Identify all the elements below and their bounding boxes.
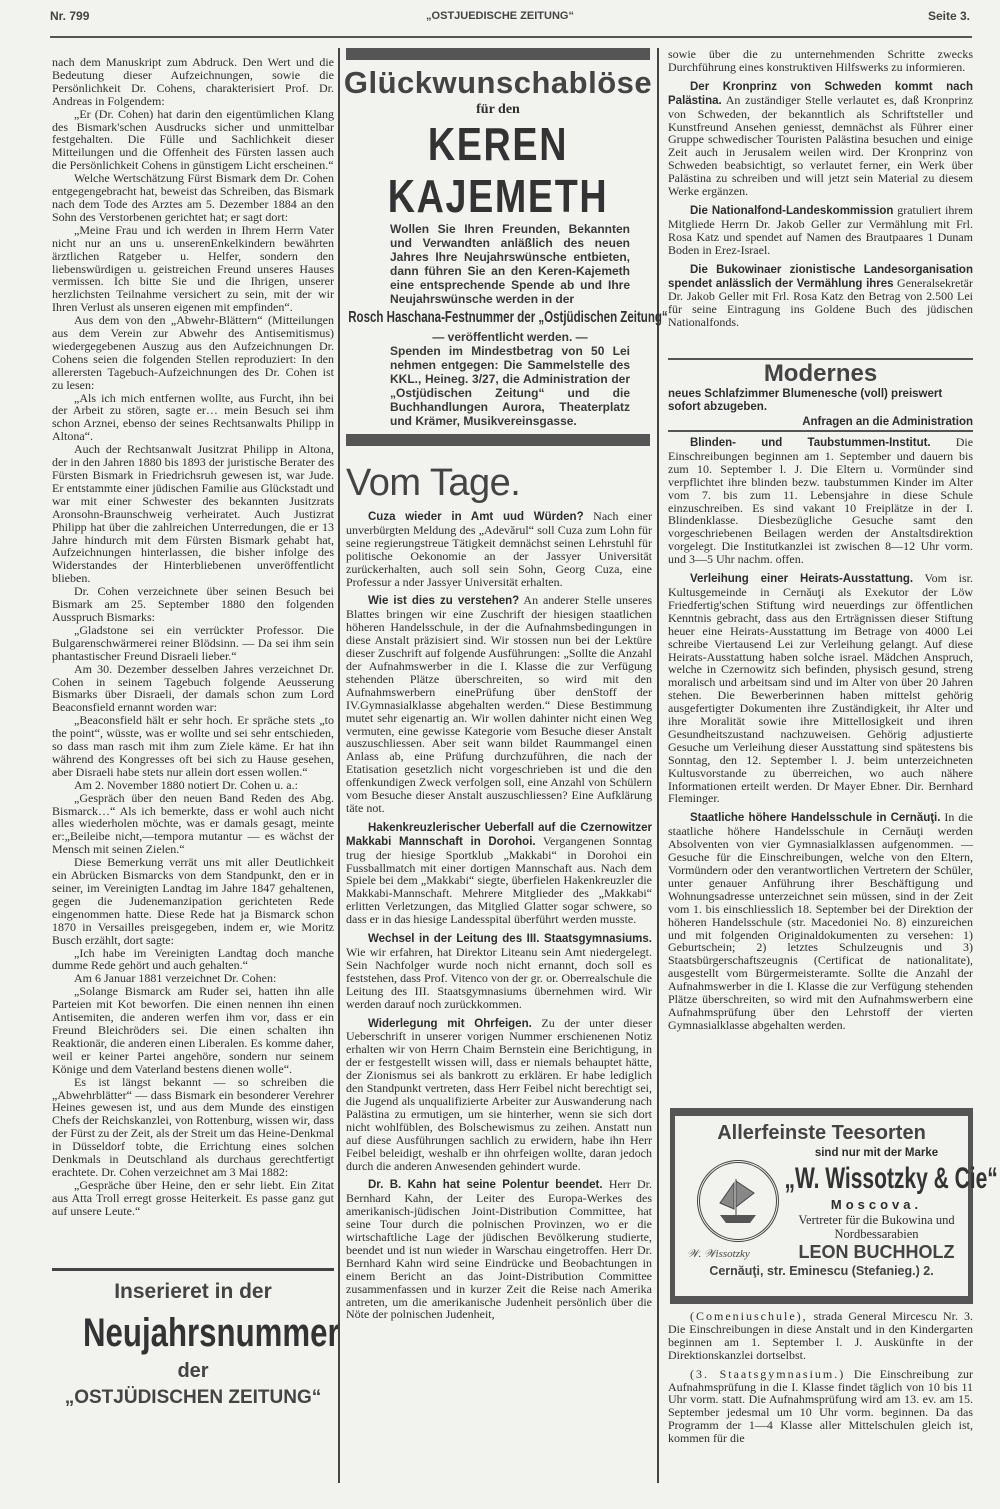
column-3-news-middle: [668, 436, 973, 1106]
news-body: gratuliert ihrem Mitgliede Herrn Dr. Jakob Geller zur Vermählung mit Frl. Rosa Katz und spendet auf Namen des Brautpaares 1 Dunam Boden in Erez-Israel.: [668, 202, 973, 257]
ad-agent: LEON BUCHHOLZ: [798, 1242, 955, 1262]
news-headline: Cuza wieder in Amt uud Würden?: [368, 511, 584, 523]
news-body: Die Einschreibung zur Aufnahmsprüfung in die I. Klasse findet täglich von 10 bis 11 Uhr vorm. statt. Die Aufnahmsprüfung wird am 13. ev. am 15. September jedesmal um 10 Uhr vorm. beginnen. Da das Programm der 1—4 Klasse aller Mittelschulen gleich ist, kommen für die: [668, 1366, 973, 1446]
news-body: Herr Dr. Bernhard Kahn, der Leiter des Europa-Werkes des amerikanisch-jüdischen Joint-Distribution Committee, hat seine Tour durch die polnischen Provinzen, wo er die wirtschaftliche Lage der jüdischen Bevölkerung studierte, beendet und ist nun wieder in Warschau eingetroffen. Herr Dr. Bernhard Kahn wird seine Eindrücke und Beobachtungen in einem Bericht an das Joint-Distribution Committee zusammenfassen und in kurzer Zeit die Reise nach Amerika antreten, um die amerikanische Judenheit persönlich über die Nöte der polnischen Judenheit,: [346, 1177, 653, 1322]
news-body: Vergangenen Sonntag trug der hiesige Sportklub „Makkabi“ in Dorohoi ein Fussballmatch mit einer dortigen Mannschaft aus. Nach dem Spiele bei dem „Makkabi“ siegte, überfielen Hakenkreuzler die Makkabi-Mannschaft. Mehrere Mitglieder des „Makkabi“ erlitten Verletzungen, das Mitglied Glatter sogar schwere, so dass er in das hiesige Landesspital überführt werden musste.: [346, 833, 652, 927]
news-item: [668, 204, 973, 257]
ad-bar: [346, 434, 650, 446]
news-headline: Widerlegung mit Ohrfeigen.: [368, 1017, 532, 1030]
news-headline: Verleihung einer Heirats-Ausstattung.: [690, 573, 914, 586]
news-item: [346, 821, 652, 926]
news-item: [346, 1017, 652, 1173]
ad-name: KEREN KAJEMETH: [387, 118, 609, 222]
ad-bar: [346, 48, 650, 60]
news-item: [668, 1310, 973, 1362]
news-item: [346, 594, 652, 814]
news-body: Vom isr. Kultusgemeinde in Cernăuţi als Exekutor der Löw Friedfertig'schen Stiftung wird neuerdings zur öffentlichen Kenntnis gebracht, dass aus den Erträgnissen dieser Stiftung heuer eine Heirats-Ausstattung im Betrage von 4000 Lei schreibe Viertausend Lei zur Verleihung gelangt. Auf diese Heirats-Ausstattung haben solche israel. Mädchen Anspruch, welche in Czernowitz sich befinden, physisch gesund, streng moralisch und arbeitsam sind und im Alter von über 20 Jahren stehen. Die Bewerberinnen haben mittelst gehörig ausgefertigter Dokumenten ihre Zuständigkeit, ihr Alter und ihre Moralität sowie ihre Mittellosigkeit und ihren Gesundheitszustand nachzuweisen. Gehörig adjustierte Gesuche um Verleihung dieser Ausstattung sind spätestens bis Sonntag, den 12. September l. J. beim unterzeichneten Kultusvorstande zu überreichen, wo auch nähere Informationen erteilt werden. Dr Mayer Ebner. Dir. Bernhard Fleminger.: [668, 571, 973, 806]
ad-address: Cernăuţi, str. Eminescu (Stefanieg.) 2.: [709, 1264, 934, 1278]
news-item: [668, 811, 973, 1031]
page-number: Seite 3.: [927, 9, 970, 23]
paragraph: „Gladstone sei ein verrückter Professor. Die Bulgarenschwärmerei reiner Blödsinn. — Da sei ihm sein phantastischer Freund Disraeli lieber.“: [52, 622, 334, 663]
signature: 𝒲. 𝒲issotzky: [687, 1248, 750, 1260]
issue-number: Nr. 799: [50, 9, 90, 23]
news-item: [346, 932, 652, 1010]
news-body: Die Einschreibungen beginnen am 1. September und dauern bis zum 10. September l. J. Die Eltern u. Vormünder sind verpflichtet ihre blinden bezw. taubstummen Kinder im Alter vom 7. bis zum 11. Lebensjahre in diese Schule einzuschreiben. Es sind vakant 10 Freiplätze in der I. Blindenklasse. Diesbezügliche Gesuche samt den vorgeschriebenen Beilagen werden der Anstaltsdirektion vorgelegt. Die Institutkanzlei ist zwischen 8—12 Uhr vorm. und 3—5 Uhr nachm. offen.: [668, 435, 974, 567]
ship-emblem-icon: [697, 1160, 779, 1242]
paragraph: „Solange Bismarck am Ruder sei, hatten ihn alle Parteien mit Kot beworfen. Die einen nennen ihn einen Antisemiten, die anderen werfen ihm vor, dass er ein Freund Bleichröders sei. Die einen schalten ihn Reaktionär, die anderen einen Liberalen. Es komme daher, weil er keiner Partei angehöre, sondern nur seinem Könige und dem Vaterland bestens dienen wolle“.: [52, 984, 334, 1076]
ad-city: Moscova.: [830, 1197, 923, 1212]
ad-published: — veröffentlicht werden. —: [432, 330, 588, 344]
column-1-article: [52, 56, 334, 1262]
section-heading: Vom Tage.: [346, 462, 521, 504]
news-headline: Die Bukowinaer zionistische Landesorganisation spendet anlässlich der Vermählung ihres: [668, 263, 973, 290]
news-body: Zu der unter dieser Ueberschrift in unserer vorigen Nummer erschienenen Notiz erhalten wir von Herrn Chaim Bernstein eine Berichtigung, in der er festgestellt wissen will, dass er niemals behauptet hätte, der Zionismus sei als bankrott zu erklären. Er habe lediglich den Standpunkt vertreten, dass Herr Feibel nicht berechtigt sei, die Jugend als unqualifizierte Arbeiter zur Auswanderung nach Palästina zu ermutigen, um sie hinterher, wenn sie sich dort nicht wohlfüblen, des Bolschewismus zu zeihen. Anstatt nun auf diese Ausführungen sachlich zu erwidern, habe ihn Herr Feibel beleidigt, weshalb er ihn ohrfeigen wollte, daran jedoch durch die anderen Anwesenden gehindert wurde.: [346, 1015, 652, 1173]
ad-contact: Anfragen an die Administration: [802, 416, 973, 428]
ad-title: Allerfeinste Teesorten: [717, 1122, 926, 1144]
school-name: (3. Staatsgymnasium.): [690, 1366, 846, 1381]
paragraph: Aus dem von den „Abwehr-Blättern“ (Mitteilungen aus dem Verein zur Abwehr des Antisemitismus) wiedergegebenen Auszug aus den Aufzeichnungen Dr. Cohens seien die folgenden Stellen reproduziert: In den allerersten Tagebuch-Aufzeichnungen des Dr. Cohen ist zu lesen:: [52, 313, 334, 392]
column-3-news-top: [668, 48, 973, 356]
column-divider: [657, 48, 659, 1483]
news-body: Wie wir erfahren, hat Direktor Liteanu sein Amt niedergelegt. Sein Nachfolger wurde noch nicht ernannt, doch soll es feststehen, dass Prof. Vitenco von der gr. or. Oberrealschule die Leitung des III. Staatsgymnasiums übernehmen wird. Wir werden darauf noch zurückkommen.: [346, 945, 652, 1011]
news-body: Generalsekretär Dr. Jakob Geller mit Frl. Rosa Katz den Betrag von 2.500 Lei für seine Eintragung ins Goldene Buch des jüdischen Nationalfonds.: [668, 275, 973, 330]
news-headline: Der Kronprinz von Schweden kommt nach Palästina.: [668, 80, 973, 107]
paragraph: „Ich habe im Vereinigten Landtag doch manche dumme Rede gehört und auch gehalten.“: [52, 945, 334, 973]
news-headline: Die Nationalfond-Landeskommission: [690, 204, 894, 217]
newspaper-title: „OSTJUEDISCHE ZEITUNG“: [426, 10, 574, 22]
paragraph: nach dem Manuskript zum Abdruck. Den Wert und die Bedeutung dieser Aufzeichnungen, sowie die Persönlichkeit Dr. Cohens, charakterisiert Prof. Dr. Andreas in Folgendem:: [52, 55, 334, 108]
ad-body: Spenden im Mindestbetrag von 50 Lei nehmen entgegen: Die Sammelstelle des KKL., Heineg. 3/27, die Administration der „Ostjüdischen Zeitung“ und die Buchhandlungen Aurora, Theaterplatz und Krämer, Musikvereinsgasse.: [390, 344, 630, 428]
news-body: An anderer Stelle unseres Blattes bringen wir eine Zuschrift der hiesigen staatlichen höheren Handelsschule, in der die Aufnahmsbedingungen in diese Anstalt präzisiert sind. Wir stossen nun bei der Lektüre dieser Zuschrift auf folgende Ausführungen: „Sollte die Anzahl der Aufnahmswerber in die I. Klasse die zur Verfügung stehenden Plätze überschreiten, so wird mit den Aufnahmswerbern einePrüfung über denStoff der IV.Gymnasialklasse abgehalten werden.“ Diese Bestimmung mutet sehr eigenartig an. Wir wollen dahinter nicht einen Weg vermuten, eine gewisse Kategorie vom Besuche dieser Anstalt auszuschliessen. Aber seit wann bildet Raummangel einen Anlass ab, eine Prüfung durchzuführen, die nach der Etatisation gesetzlich nicht vorgeschrieben ist und die den offenkundigen Zweck verfolgen soll, eine Anzahl von Schülern vom Besuche dieser Anstalt auszuschliessen? Eine Aufklärung täte not.: [346, 593, 652, 815]
paragraph: Diese Bemerkung verrät uns mit aller Deutlichkeit ein Abrücken Bismarcks von dem Standpunkt, den er in seiner, im Vereinigten Landtag im Jahre 1847 gehaltenen, gegen die Judenemanzipation gerichteten Rede eingenommen hatte. Diese Rede hat ja Bismarck schon 1870 in Versailles preisgegeben, indem er, wie Moritz Busch erzählt, dort sagte:: [52, 855, 334, 947]
news-item: [668, 436, 973, 566]
news-headline: Wechsel in der Leitung des III. Staatsgymnasiums.: [368, 933, 652, 946]
paragraph: „Als ich mich entfernen wollte, aus Furcht, ihn bei der Arbeit zu stören, sagte er… mein Besuch sei ihm schon Arznei, ebenso der seines Rechtsanwalts Philipp in Altona“.: [52, 390, 334, 444]
news-body: sowie über die zu unternehmenden Schritte zwecks Durchführung eines konstruktiven Hilfswerks zu informieren.: [668, 47, 973, 74]
news-item: [668, 572, 973, 805]
paragraph: Am 2. November 1880 notiert Dr. Cohen u. a.:: [74, 777, 298, 792]
ad-title: Glückwunschablöse: [343, 65, 653, 100]
school-name: (Comeniuschule),: [690, 1309, 808, 1323]
header-rule: [50, 36, 972, 38]
ad-banner: Rosch Haschana-Festnummer der „Ostjüdischen Zeitung“: [348, 309, 668, 326]
ad-title: Modernes: [763, 360, 878, 387]
news-body: An zuständiger Stelle verlautet es, daß Kronprinz von Schweden, der bekanntlich als Schriftsteller und Kunstfreund Ansehen geniesst, demnächst als Führer einer Gruppe schwedischer Touristen Palästina besuchen und einige Zeit auch in Jerusalem weilen wird. Der Kronprinz von Schweden beabsichtigt, so verlautet ferner, ein Werk über Palästina zu schreiben und will jetzt sein Material zu diesem Werke ergänzen.: [668, 92, 973, 199]
paragraph: „Gespräch über den neuen Band Reden des Abg. Bismarck…“ Als ich bemerkte, dass er wohl auch nicht alles wiederholen möchte, was er damals gesagt, meinte er:„Beileibe nicht,—tempora mutantur — es wächst der Mensch mit seinen Zielen.“: [52, 790, 334, 857]
ad-headline: Neujahrsnummer: [83, 1311, 340, 1355]
ad-line: „OSTJÜDISCHEN ZEITUNG“: [64, 1387, 322, 1408]
paragraph: „Gespräche über Heine, den er sehr liebt. Ein Zitat aus Atta Troll erregt grosse Heiterkeit. Es passe ganz gut auf unsere Leute.“: [52, 1177, 334, 1218]
paragraph: Am 30. Dezember desselben Jahres verzeichnet Dr. Cohen in seinem Tagebuch folgende Aeusserung Bismarks über Disraeli, der damals schon zum Lord Beaconsfield ernannt worden war:: [52, 661, 334, 715]
ad-modernes: [668, 358, 973, 432]
ad-wissotzky-tea: [670, 1108, 998, 1304]
paragraph: Auch der Rechtsanwalt Jusitzrat Philipp in Altona, der in den Jahren 1880 bis 1893 der juristische Berater des Fürsten Bismark in Friedrichsruh gewesen ist, war Jude. Er entstammte einer jüdischen Familie aus Glückstadt und war mit einer Schwester des bekannten Jusitzrats Aronsohn-Braunschweig verheiratet. Auch Justizrat Philipp hat über die zahlreichen Unterredungen, die er 13 Jahre hindurch mit dem Fürsten Bismark gehabt hat, Aufzeichnungen hinterlassen, die bisher infolge des Widerstandes der Hinterbliebenen unveröffentlicht blieben.: [52, 442, 334, 586]
paragraph: „Er (Dr. Cohen) hat darin den eigentümlichen Klang des Bismark'schen Ausdrucks sicher und unmittelbar festgehalten. Die Fülle und Sachlichkeit dieser Mitteilungen und die Offenheit des Fürsten lassen auch die Persönlichkeit Cohens in günstigem Licht erscheinen.“: [52, 106, 334, 173]
paragraph: Welche Wertschätzung Fürst Bismark dem Dr. Cohen entgegengebracht hat, beweist das Schreiben, das Bismark nach dem Tode des Arztes am 5. Dezember 1884 an den Sohn des Verstorbenen gerichtet hat; er sagt dort:: [52, 171, 334, 224]
ad-body: neues Schlafzimmer Blumenesche (voll) preiswert sofort abzugeben.: [668, 388, 943, 413]
paragraph: Am 6 Januar 1881 verzeichnet Dr. Cohen:: [74, 971, 277, 986]
ad-line: Inserieret in der: [114, 1280, 272, 1303]
news-headline: Staatliche höhere Handelsschule in Cernăuţi.: [690, 812, 941, 825]
paragraph: Dr. Cohen verzeichnete über seinen Besuch bei Bismark am 25. September 1880 den folgenden Ausspruch Bismarks:: [52, 584, 334, 624]
ad-keren-kajemeth: [340, 48, 668, 460]
paragraph: „Meine Frau und ich werden in Ihrem Herrn Vater nicht nur an uns u. unserenEnkelkindern bewährten ärztlichen Ratgeber u. Helfer, sondern den liebenswürdigen u. geistreichen Freund unseres Hauses vermissen. Ich bitte Sie und die Ihrigen, unserer herzlichsten Teilnahme versichert zu sein, mit der wir Ihren Verlust als unseren eigenen mit empfinden“.: [52, 222, 334, 315]
news-item: [346, 1178, 652, 1321]
news-item: [668, 80, 973, 198]
news-item: [668, 48, 973, 74]
ad-subtitle: für den: [476, 102, 520, 117]
ad-line: der: [177, 1360, 209, 1382]
ad-brand: „W. Wissotzky & Cie“: [784, 1162, 998, 1195]
ad-body: Wollen Sie Ihren Freunden, Bekannten und Verwandten anläßlich des neuen Jahres Ihre Neujahrswünsche entbieten, dann führen Sie an den Keren-Kajemeth eine entsprechende Spende ab und Ihre Neujahrswünsche werden in der: [390, 222, 630, 306]
news-headline: Wie ist dies zu verstehen?: [368, 595, 520, 608]
column-3-news-bottom: [668, 1310, 973, 1482]
ad-neujahrsnummer: [52, 1268, 340, 1448]
news-headline: Blinden- und Taubstummen-Institut.: [690, 437, 931, 449]
ad-representative: Vertreter für die Bukowina und Nordbessarabien: [798, 1213, 955, 1241]
news-body: Nach einer unverbürgten Meldung des „Adevărul“ soll Cuza zum Lohn für seine regierungstreue Tätigkeit demnächst seinen Lehrstuhl für politische Oekonomie an der Jassyer Universität zurückerhalten, auch soll sein Sohn, Georg Cuza, eine Professur a nder Jassyer Universität erhalten.: [346, 509, 653, 589]
news-body: strada General Mircescu Nr. 3. Die Einschreibungen in diese Anstalt und in den Kindergarten beginnen am 1. September l. J. Auskünfte in der Direktionskanzlei dortselbst.: [668, 1309, 973, 1362]
news-item: [668, 263, 973, 330]
paragraph: „Beaconsfield hält er sehr hoch. Er spräche stets „to the point“, wüsste, was er wollte und sei sehr entschieden, so dass man rasch mit ihm zum Ziele käme. Er hat ihn während des Kongresses oft bei sich zu Hause gesehen, aber Disraeli habe stets nur allein dort essen wollen.“: [52, 713, 334, 779]
news-headline: Hakenkreuzlerischer Ueberfall auf die Czernowitzer Makkabi Mannschaft in Dorohoi.: [346, 821, 652, 848]
paragraph: Es ist längst bekannt — so schreiben die „Abwehrblätter“ — dass Bismark ein besonderer Verehrer Heines gewesen ist, und aus dem Munde des einstigen Chefs der Reichskanzlei, von Rottenburg, wissen wir, dass der Fürst zu der Zeit, als der Streit um das Heine-Denkmal in Düsseldorf tobte, die Errichtung eines solchen Denkmals in Deutschland als durchaus gerechtfertigt erachtete. Dr. Cohen verzeichnet am 3 Mai 1882:: [52, 1074, 334, 1179]
news-item: [668, 1368, 973, 1445]
news-item: [346, 510, 652, 588]
news-body: In die staatliche höhere Handelsschule in Cernăuţi werden Absolventen von vier Gymnasialklassen aufgenommen. — Gesuche für die Einschreibungen, welche von den Eltern, Vormündern oder den verantwortlichen Vertretern der Schüler, unter genauer Anführung ihrer Beschäftigung und Wohnungsadresse unterzeichnet sein müssen, sind in der Zeit vom 1. bis einschliesslich 18. September bei der Direktion der höheren Handelsschule (str. Macedoniei No. 8) einzureichen und mit folgenden Originaldokumenten zu versehen: 1) Geburtschein; 2) letztes Schulzeugnis und 3) Staatsbürgerschaftszeugnis (Certificat de nationalitate), ausgestellt vom Bürgermeisteramte. Sollte die Anzahl der Aufnahmswerber in die I. Klasse die zur Verfügung stehenden Plätze überschreiten, so wird mit den Aufnahmswerbern eine Aufnahmsprüfung über den Lehrstoff der vierten Gymnasialklasse abgehalten werden.: [668, 810, 974, 1032]
ad-subtitle: sind nur mit der Marke: [814, 1147, 939, 1159]
section-vom-tage: [346, 462, 652, 1486]
news-headline: Dr. B. Kahn hat seine Polentur beendet.: [368, 1179, 603, 1192]
